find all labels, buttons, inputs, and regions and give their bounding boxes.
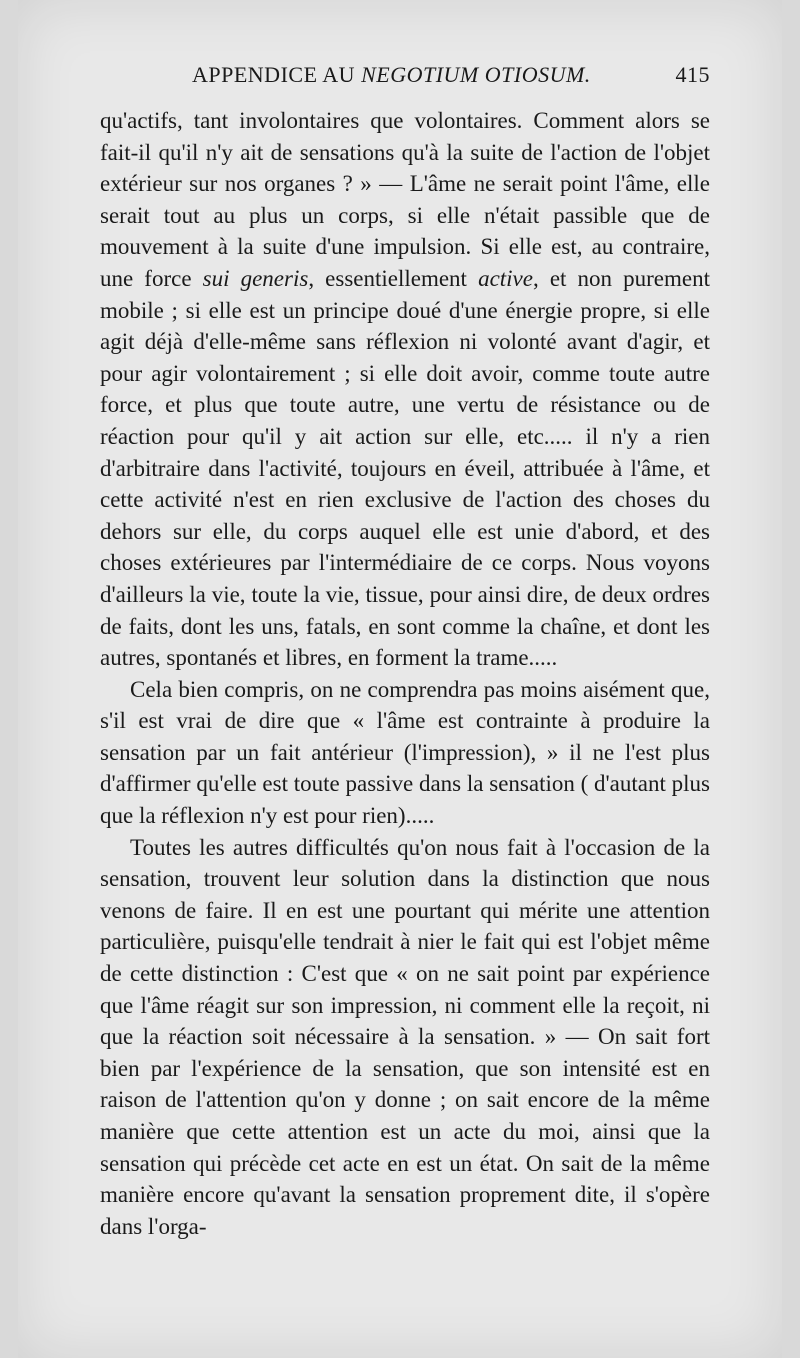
running-title-italic: NEGOTIUM OTIOSUM. [361, 62, 591, 87]
book-page [18, 0, 782, 1358]
paragraph-1-text-c: , et non purement mobile ; si elle est un principe doué d'une énergie propre, si elle agit déjà d'elle-même sans réflexion ni volonté avant d'agir, et pour agir volontairement ; si elle doit avoir, comme toute autre force, et plus que toute autre, une vertu de résistance ou de réaction pour qu'il y ait action sur elle, etc..... il n'y a rien d'arbitraire dans l'activité, toujours en éveil, attribuée à l'âme, et cette activité n'est en rien exclusive de l'action des choses du dehors sur elle, du corps auquel elle est unie d'abord, et des choses extérieures par l'intermédiaire de ce corps. Nous voyons d'ailleurs la vie, toute la vie, tissue, pour ainsi dire, de deux ordres de faits, dont les uns, fatals, en sont comme la chaîne, et dont les autres, spontanés et libres, en forment la trame..... [100, 265, 710, 671]
running-title-plain: APPENDICE AU [192, 62, 362, 87]
paragraph-1-italic-a: sui generis [202, 265, 309, 291]
paragraph-3: Toutes les autres difficultés qu'on nous fait à l'occasion de la sensation, trouvent leur solution dans la distinction que nous venons de faire. Il en est une pourtant qui mérite une attention particulière, puisqu'elle tendrait à nier le fait qui est l'objet même de cette distinction : C'est que « on ne sait point par expérience que l'âme réagit sur son impression, ni comment elle la reçoit, ni que la réaction soit nécessaire à la sensation. » — On sait fort bien par l'expérience de la sensation, que son intensité est en raison de l'attention qu'on y donne ; on sait encore de la même manière que cette attention est un acte du moi, ainsi que la sensation qui précède cet acte en est un état. On sait de la même manière encore qu'avant la sensation proprement dite, il s'opère dans l'orga- [100, 834, 710, 1239]
paragraph-1-text-b: , essentiellement [308, 265, 479, 291]
paragraph-1-text-a: qu'actifs, tant involontaires que volontaires. Comment alors se fait-il qu'il n'y ait de sensations qu'à la suite de l'action de l'objet extérieur sur nos organes ? » — L'âme ne serait point l'âme, elle serait tout au plus un corps, si elle n'était passible que de mouvement à la suite d'une impulsion. Si elle est, au contraire, une force [100, 108, 710, 291]
paragraph-1-italic-b: active [478, 265, 533, 291]
running-title [192, 62, 591, 88]
paragraph-2: Cela bien compris, on ne comprendra pas moins aisément que, s'il est vrai de dire que « l'âme est contrainte à produire la sensation par un fait antérieur (l'impression), » il ne l'est plus d'affirmer qu'elle est toute passive dans la sensation ( d'autant plus que la réflexion n'y est pour rien)..... [100, 676, 710, 829]
page-number: 415 [675, 62, 710, 87]
page-body [100, 105, 710, 1242]
paragraph-1 [100, 105, 710, 674]
